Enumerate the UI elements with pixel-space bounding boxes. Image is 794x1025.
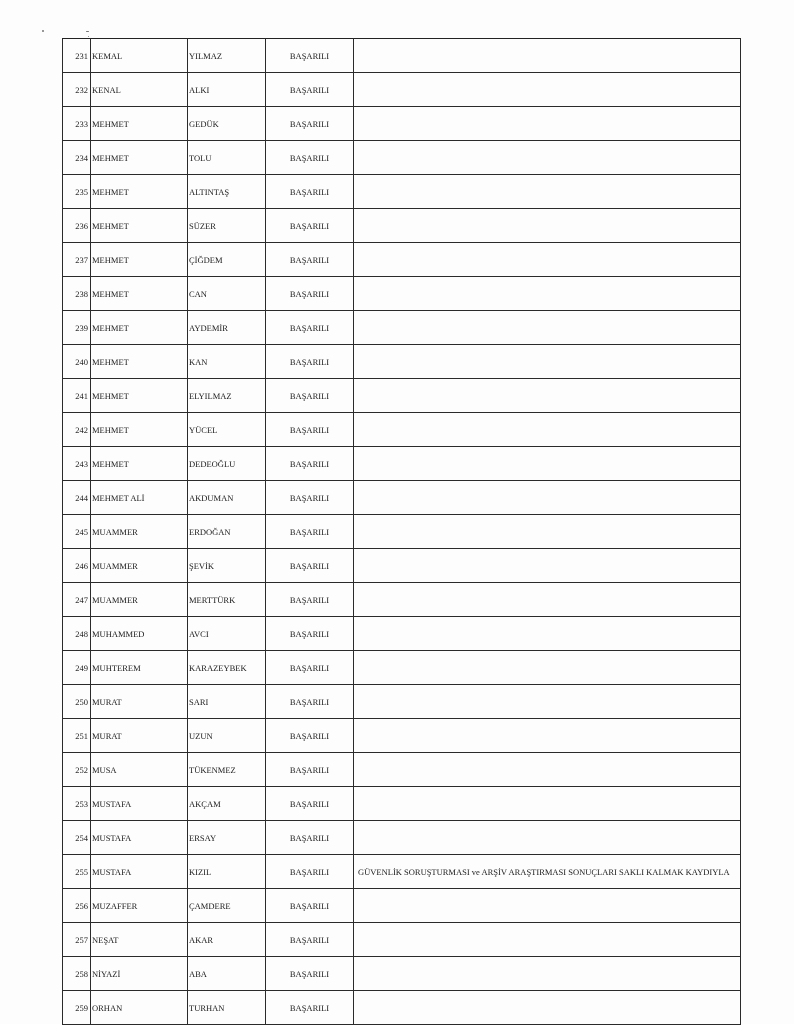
last-name-cell: AKAR — [188, 923, 266, 957]
table-row — [63, 923, 741, 957]
first-name-cell: MEHMET — [91, 209, 188, 243]
note-cell — [354, 175, 741, 209]
row-number-cell: 243 — [63, 447, 91, 481]
result-cell: BAŞARILI — [266, 107, 354, 141]
first-name-cell: ORHAN — [91, 991, 188, 1025]
first-name-cell: MUAMMER — [91, 515, 188, 549]
first-name-cell: NEŞAT — [91, 923, 188, 957]
table-row — [63, 787, 741, 821]
note-cell — [354, 549, 741, 583]
first-name-cell: MUAMMER — [91, 549, 188, 583]
result-cell: BAŞARILI — [266, 481, 354, 515]
last-name-cell: YÜCEL — [188, 413, 266, 447]
last-name-cell: AYDEMİR — [188, 311, 266, 345]
result-cell: BAŞARILI — [266, 685, 354, 719]
note-cell — [354, 719, 741, 753]
first-name-cell: MUSTAFA — [91, 787, 188, 821]
table-row — [63, 107, 741, 141]
note-cell — [354, 685, 741, 719]
note-cell — [354, 209, 741, 243]
row-number-cell: 259 — [63, 991, 91, 1025]
note-cell — [354, 73, 741, 107]
last-name-cell: AKÇAM — [188, 787, 266, 821]
result-cell: BAŞARILI — [266, 719, 354, 753]
table-row — [63, 481, 741, 515]
note-cell — [354, 481, 741, 515]
note-cell — [354, 957, 741, 991]
result-cell: BAŞARILI — [266, 753, 354, 787]
row-number-cell: 237 — [63, 243, 91, 277]
first-name-cell: KENAL — [91, 73, 188, 107]
last-name-cell: ERDOĞAN — [188, 515, 266, 549]
result-cell: BAŞARILI — [266, 379, 354, 413]
last-name-cell: ÇAMDERE — [188, 889, 266, 923]
result-cell: BAŞARILI — [266, 73, 354, 107]
result-cell: BAŞARILI — [266, 923, 354, 957]
result-cell: BAŞARILI — [266, 617, 354, 651]
row-number-cell: 251 — [63, 719, 91, 753]
table-row — [63, 39, 741, 73]
note-cell — [354, 39, 741, 73]
row-number-cell: 248 — [63, 617, 91, 651]
note-cell: GÜVENLİK SORUŞTURMASI ve ARŞİV ARAŞTIRMASI SONUÇLARI SAKLI KALMAK KAYDIYLA — [354, 855, 741, 889]
row-number-cell: 244 — [63, 481, 91, 515]
note-cell — [354, 651, 741, 685]
note-cell — [354, 889, 741, 923]
last-name-cell: TURHAN — [188, 991, 266, 1025]
note-cell — [354, 617, 741, 651]
first-name-cell: MEHMET — [91, 413, 188, 447]
last-name-cell: ELYILMAZ — [188, 379, 266, 413]
last-name-cell: ABA — [188, 957, 266, 991]
table-row — [63, 991, 741, 1025]
row-number-cell: 234 — [63, 141, 91, 175]
table-row — [63, 753, 741, 787]
last-name-cell: ERSAY — [188, 821, 266, 855]
result-cell: BAŞARILI — [266, 855, 354, 889]
row-number-cell: 252 — [63, 753, 91, 787]
result-cell: BAŞARILI — [266, 821, 354, 855]
table-row — [63, 175, 741, 209]
result-cell: BAŞARILI — [266, 889, 354, 923]
table-row — [63, 413, 741, 447]
result-cell: BAŞARILI — [266, 311, 354, 345]
table-row — [63, 209, 741, 243]
first-name-cell: MEHMET — [91, 175, 188, 209]
table-row — [63, 617, 741, 651]
row-number-cell: 232 — [63, 73, 91, 107]
result-cell: BAŞARILI — [266, 243, 354, 277]
row-number-cell: 231 — [63, 39, 91, 73]
row-number-cell: 238 — [63, 277, 91, 311]
table-row — [63, 345, 741, 379]
row-number-cell: 250 — [63, 685, 91, 719]
table-row — [63, 277, 741, 311]
note-cell — [354, 107, 741, 141]
result-cell: BAŞARILI — [266, 583, 354, 617]
first-name-cell: MUHTEREM — [91, 651, 188, 685]
result-cell: BAŞARILI — [266, 991, 354, 1025]
exam-results-table-body — [63, 39, 741, 1025]
note-cell — [354, 413, 741, 447]
note-cell — [354, 821, 741, 855]
first-name-cell: MEHMET — [91, 277, 188, 311]
row-number-cell: 235 — [63, 175, 91, 209]
scan-speck-mark — [88, 36, 89, 37]
last-name-cell: KARAZEYBEK — [188, 651, 266, 685]
result-cell: BAŞARILI — [266, 39, 354, 73]
first-name-cell: MEHMET — [91, 107, 188, 141]
table-row — [63, 549, 741, 583]
result-cell: BAŞARILI — [266, 549, 354, 583]
row-number-cell: 240 — [63, 345, 91, 379]
note-cell — [354, 379, 741, 413]
row-number-cell: 236 — [63, 209, 91, 243]
first-name-cell: NİYAZİ — [91, 957, 188, 991]
scan-speck-mark — [86, 31, 89, 32]
first-name-cell: MEHMET — [91, 345, 188, 379]
first-name-cell: MEHMET — [91, 311, 188, 345]
result-cell: BAŞARILI — [266, 141, 354, 175]
table-row — [63, 447, 741, 481]
last-name-cell: GEDÜK — [188, 107, 266, 141]
table-row — [63, 515, 741, 549]
first-name-cell: KEMAL — [91, 39, 188, 73]
first-name-cell: MEHMET — [91, 243, 188, 277]
row-number-cell: 257 — [63, 923, 91, 957]
row-number-cell: 249 — [63, 651, 91, 685]
result-cell: BAŞARILI — [266, 447, 354, 481]
note-cell — [354, 583, 741, 617]
table-row — [63, 821, 741, 855]
row-number-cell: 254 — [63, 821, 91, 855]
first-name-cell: MURAT — [91, 719, 188, 753]
first-name-cell: MUHAMMED — [91, 617, 188, 651]
first-name-cell: MUSTAFA — [91, 821, 188, 855]
table-row — [63, 583, 741, 617]
table-row — [63, 685, 741, 719]
last-name-cell: DEDEOĞLU — [188, 447, 266, 481]
last-name-cell: ÇİĞDEM — [188, 243, 266, 277]
note-cell — [354, 243, 741, 277]
last-name-cell: TOLU — [188, 141, 266, 175]
table-row — [63, 889, 741, 923]
last-name-cell: SARI — [188, 685, 266, 719]
result-cell: BAŞARILI — [266, 277, 354, 311]
last-name-cell: SÜZER — [188, 209, 266, 243]
result-cell: BAŞARILI — [266, 515, 354, 549]
last-name-cell: MERTTÜRK — [188, 583, 266, 617]
first-name-cell: MEHMET ALİ — [91, 481, 188, 515]
row-number-cell: 258 — [63, 957, 91, 991]
row-number-cell: 233 — [63, 107, 91, 141]
last-name-cell: KIZIL — [188, 855, 266, 889]
row-number-cell: 242 — [63, 413, 91, 447]
last-name-cell: CAN — [188, 277, 266, 311]
result-cell: BAŞARILI — [266, 345, 354, 379]
result-cell: BAŞARILI — [266, 209, 354, 243]
table-row — [63, 141, 741, 175]
table-row — [63, 719, 741, 753]
note-cell — [354, 277, 741, 311]
row-number-cell: 246 — [63, 549, 91, 583]
last-name-cell: ŞEVİK — [188, 549, 266, 583]
first-name-cell: MEHMET — [91, 379, 188, 413]
exam-results-table — [62, 38, 741, 1025]
note-cell — [354, 923, 741, 957]
last-name-cell: YILMAZ — [188, 39, 266, 73]
first-name-cell: MEHMET — [91, 141, 188, 175]
result-cell: BAŞARILI — [266, 413, 354, 447]
table-row — [63, 73, 741, 107]
last-name-cell: ALTINTAŞ — [188, 175, 266, 209]
row-number-cell: 241 — [63, 379, 91, 413]
first-name-cell: MEHMET — [91, 447, 188, 481]
table-row — [63, 243, 741, 277]
last-name-cell: TÜKENMEZ — [188, 753, 266, 787]
note-cell — [354, 141, 741, 175]
note-cell — [354, 311, 741, 345]
table-row — [63, 311, 741, 345]
first-name-cell: MUZAFFER — [91, 889, 188, 923]
table-row — [63, 855, 741, 889]
table-row — [63, 379, 741, 413]
last-name-cell: AKDUMAN — [188, 481, 266, 515]
last-name-cell: ALKI — [188, 73, 266, 107]
result-cell: BAŞARILI — [266, 957, 354, 991]
result-cell: BAŞARILI — [266, 651, 354, 685]
row-number-cell: 253 — [63, 787, 91, 821]
note-cell — [354, 991, 741, 1025]
result-cell: BAŞARILI — [266, 787, 354, 821]
note-cell — [354, 753, 741, 787]
last-name-cell: KAN — [188, 345, 266, 379]
note-cell — [354, 515, 741, 549]
row-number-cell: 247 — [63, 583, 91, 617]
row-number-cell: 239 — [63, 311, 91, 345]
note-cell — [354, 345, 741, 379]
last-name-cell: UZUN — [188, 719, 266, 753]
first-name-cell: MUSA — [91, 753, 188, 787]
note-cell — [354, 447, 741, 481]
row-number-cell: 255 — [63, 855, 91, 889]
note-cell — [354, 787, 741, 821]
result-cell: BAŞARILI — [266, 175, 354, 209]
table-row — [63, 651, 741, 685]
last-name-cell: AVCI — [188, 617, 266, 651]
row-number-cell: 245 — [63, 515, 91, 549]
first-name-cell: MUSTAFA — [91, 855, 188, 889]
table-row — [63, 957, 741, 991]
first-name-cell: MUAMMER — [91, 583, 188, 617]
row-number-cell: 256 — [63, 889, 91, 923]
first-name-cell: MURAT — [91, 685, 188, 719]
scan-speck-mark — [42, 30, 44, 32]
